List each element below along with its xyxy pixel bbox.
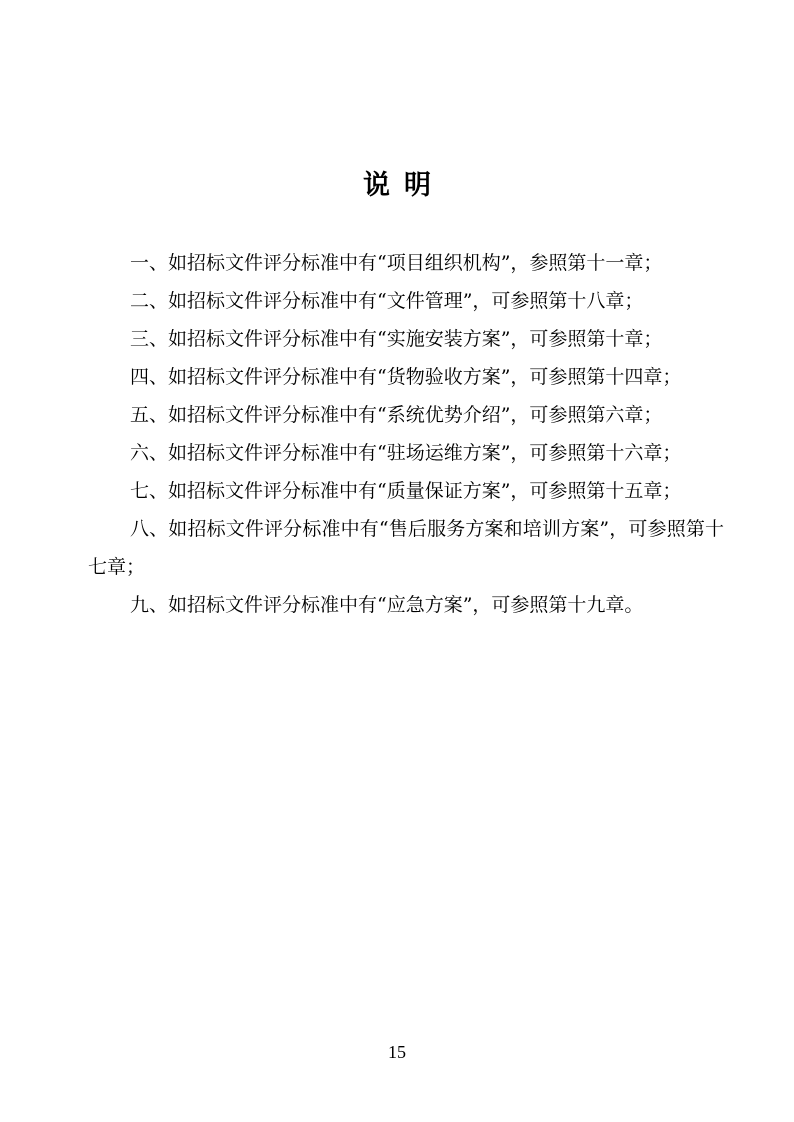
instruction-item-8: 八、如招标文件评分标准中有“售后服务方案和培训方案”，可参照第十七章； (88, 518, 724, 578)
instruction-item-3: 三、如招标文件评分标准中有“实施安装方案”，可参照第十章； (130, 328, 663, 350)
instruction-item-5: 五、如招标文件评分标准中有“系统优势介绍”，可参照第六章； (130, 404, 663, 426)
instruction-item-1: 一、如招标文件评分标准中有“项目组织机构”，参照第十一章； (130, 252, 663, 274)
page-number: 15 (388, 1042, 406, 1062)
instructions-list (88, 244, 724, 624)
instruction-item-9: 九、如招标文件评分标准中有“应急方案”，可参照第十九章。 (130, 594, 644, 616)
instruction-item-4: 四、如招标文件评分标准中有“货物验收方案”，可参照第十四章； (130, 366, 682, 388)
instruction-item-2: 二、如招标文件评分标准中有“文件管理”，可参照第十八章； (130, 290, 644, 312)
page-title: 说明 (363, 170, 445, 201)
instruction-item-6: 六、如招标文件评分标准中有“驻场运维方案”，可参照第十六章； (130, 442, 682, 464)
instruction-item-7: 七、如招标文件评分标准中有“质量保证方案”，可参照第十五章； (130, 480, 682, 502)
